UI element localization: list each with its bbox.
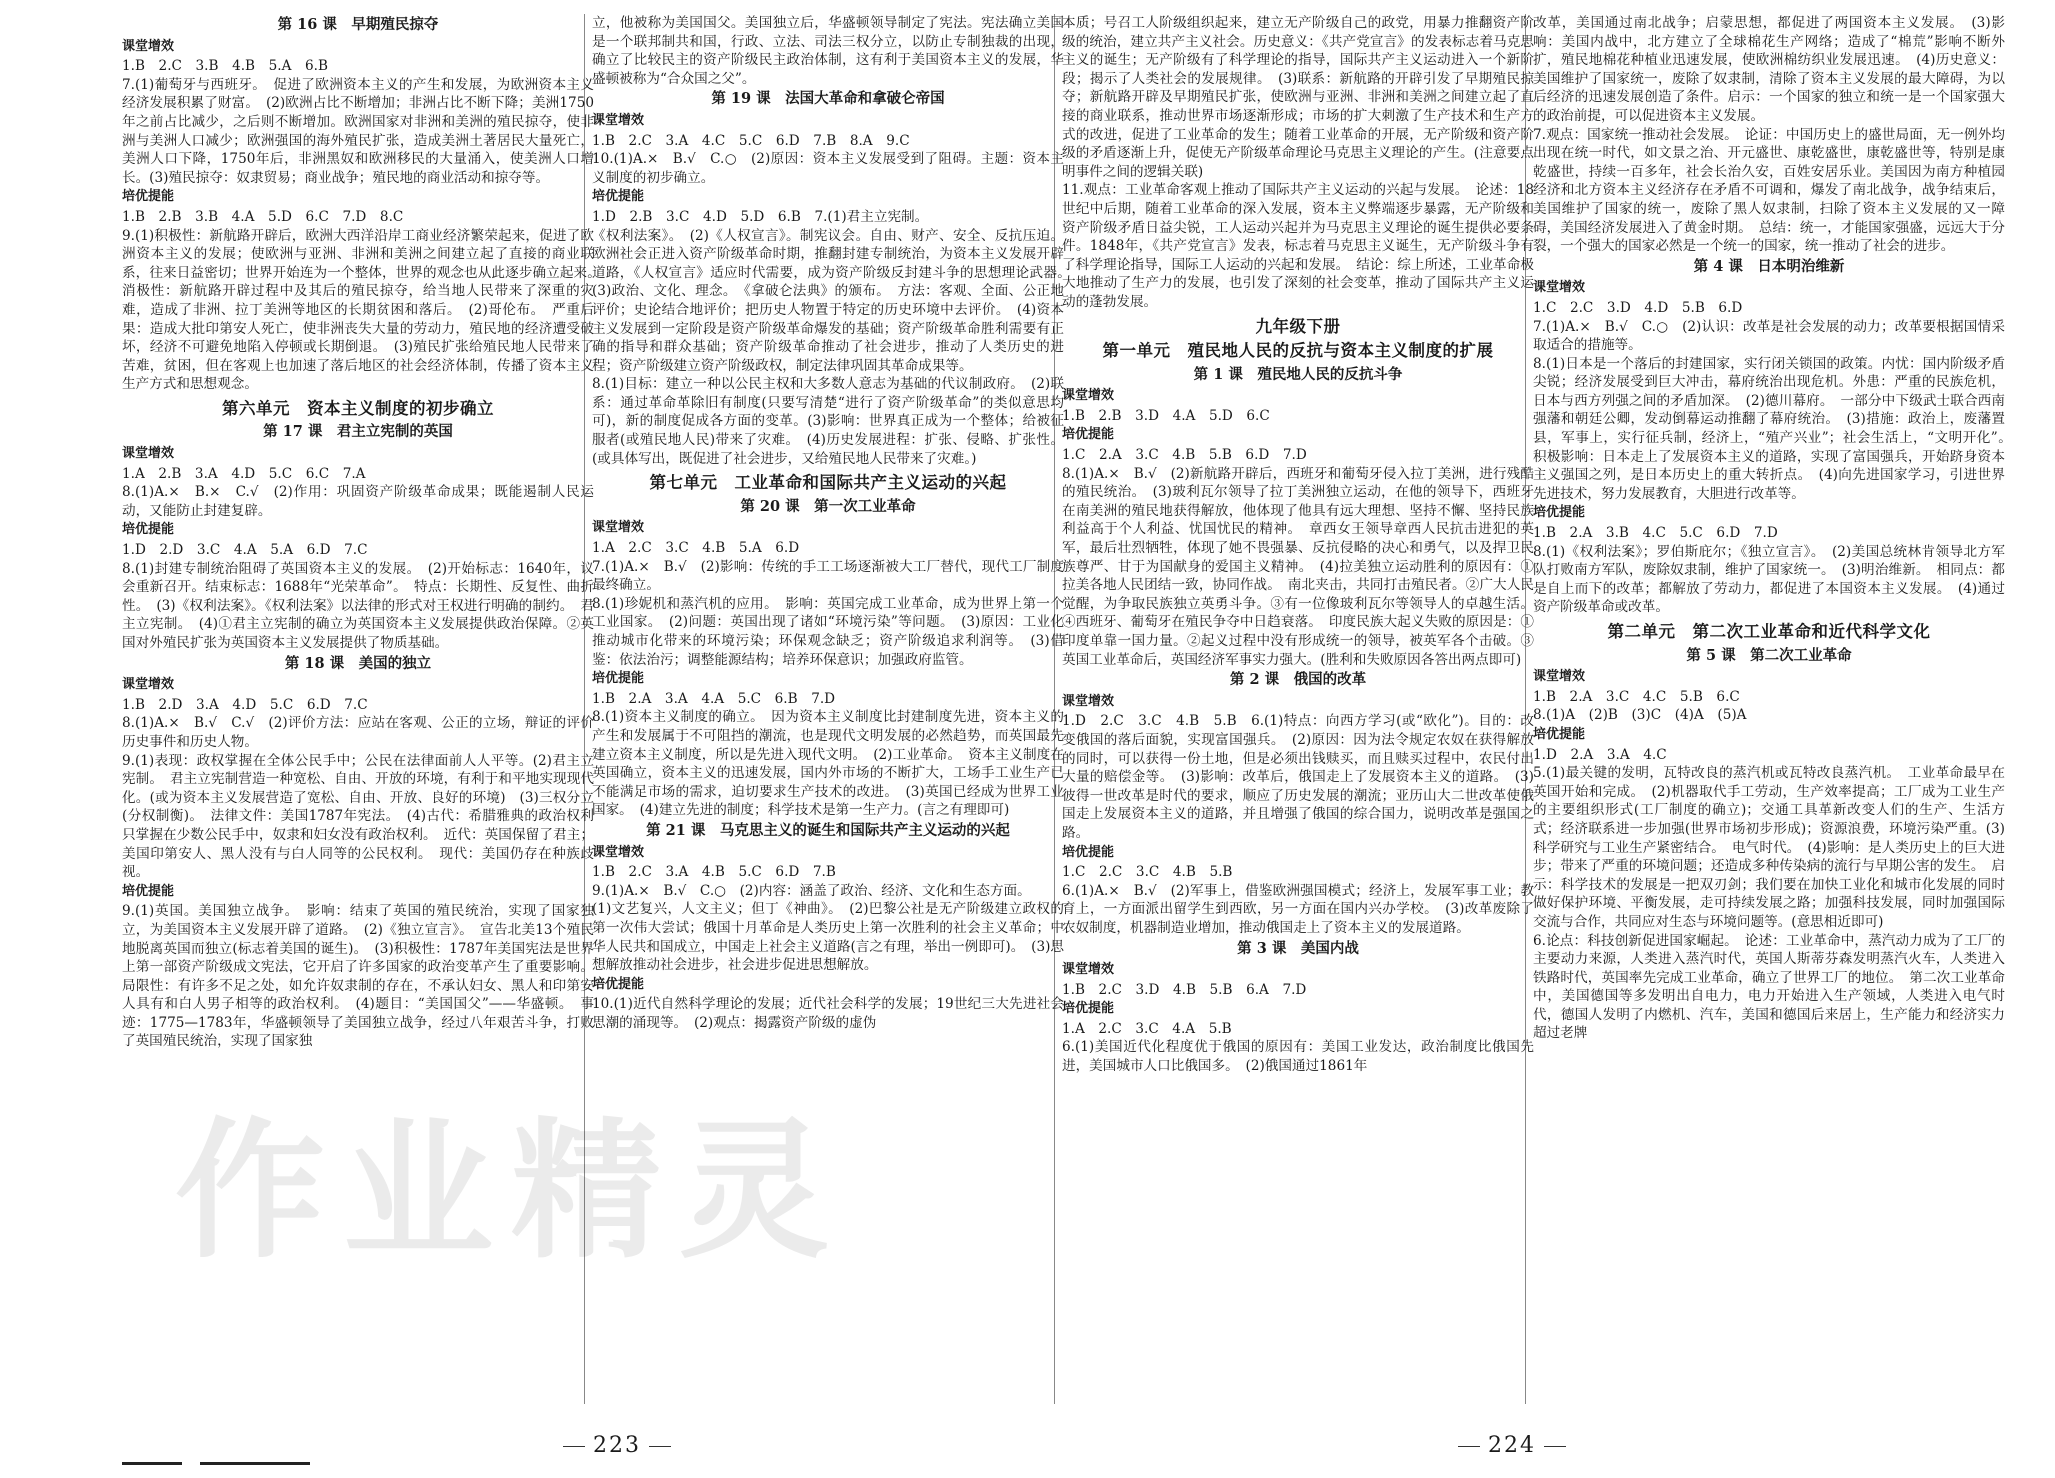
answer-paragraph: 1.B 2.B 3.B 4.A 5.D 6.C 7.D 8.C [122,208,404,225]
lesson-title: 第 20 课 第一次工业革命 [740,497,916,515]
answer-paragraph: 9.(1)A.× B.√ C.○ (2)内容：涵盖了政治、经济、文化和生态方面。 [592,882,1031,899]
unit-title: 第一单元 殖民地人民的反抗与资本主义制度的扩展 [1102,341,1494,361]
unit-title: 第六单元 资本主义制度的初步确立 [222,398,494,418]
answer-paragraph: 本质；号召工人阶级组织起来，建立无产阶级自己的政党，用暴力推翻资产阶级的统治，建立共产主义社会。历史意义：《共产党宣言》的发表标志着马克思主义的诞生；无产阶级有了科学理论的指导，国际共产主义运动进入一个新阶段；揭示了人类社会的发展规律。 (3)联系：新航路的开辟引发了早期殖民掠夺；新航路开辟及早期殖民扩张，使欧洲与亚洲、非洲和美洲之间建立起了直接的商业联系，推动世界市场逐渐形成；市场的扩大刺激了生产技术和生产方式的改进，促进了工业革命的发生；随着工业革命的开展，无产阶级和资产阶级的矛盾逐渐上升，促使无产阶级革命理论马克思主义理论的产生。(注意要点明事件之间的逻辑关联) [1062,15,1534,180]
answer-paragraph: 8.(1)珍妮机和蒸汽机的应用。 影响：英国完成工业革命，成为世界上第一个工业国家。 (2)问题：英国出现了诸如“环境污染”等问题。 (3)原因：工业化推动城市化带来的环境污染；环保观念缺乏；资产阶级追求利润等。 (3)借鉴：依法治污；调整能源结构；培养环保意识；加强政府监管。 [592,595,1064,668]
answer-paragraph: 5.(1)最关键的发明，瓦特改良的蒸汽机或瓦特改良蒸汽机。 工业革命最早在英国开始和完成。 (2)机器取代手工劳动，生产效率提高；工厂成为工业生产的主要组织形式(工厂制度的确立)；交通工具革新改变人们的生产、生活方式；经济联系进一步加强(世界市场初步形成)；资源浪费，环境污染严重。(3)科学研究与工业生产紧密结合。 电气时代。 (4)影响：是人类历史上的巨大进步；带来了严重的环境问题；还造成多种传染病的流行与早期公害的发生。 启示：科学技术的发展是一把双刃剑；我们要在加快工业化和城市化发展的同时做好保护环境、平衡发展，走可持续发展之路；加强科技发展，同时加强国际交流与合作，共同应对生态与环境问题等。(意思相近即可) [1533,765,2005,930]
lesson-title: 第 3 课 美国内战 [1237,939,1359,957]
lesson-title: 第 19 课 法国大革命和拿破仑帝国 [711,90,945,108]
section-label: 培优提能 [1533,726,1586,742]
answer-paragraph: 10.(1)A.× B.√ C.○ (2)原因：资本主义发展受到了阻碍。主题：资本主义制度的初步确立。 [592,151,1064,186]
answer-paragraph: 8.(1)《权利法案》；罗伯斯庇尔；《独立宣言》。 (2)美国总统林肯领导北方军队打败南方军队，废除奴隶制，维护了国家统一。 (3)明治维新。 相同点：都是自上而下的改革；都解放了劳动力，都促进了本国资本主义发展。 (4)通过资产阶级革命或改革。 [1533,543,2005,616]
section-label: 课堂增效 [592,844,645,860]
answer-paragraph: 6.(1)A.× B.√ (2)军事上，借鉴欧洲强国模式；经济上，发展军事工业；教育上，一方面派出留学生到西欧，另一方面在国内兴办学校。 (3)改革废除了农奴制度，机器制造业增加，推动俄国走上了资本主义的发展道路。 [1062,882,1534,936]
answer-column-2 [592,14,1064,1414]
answer-paragraph: 11.观点：工业革命客观上推动了国际共产主义运动的兴起与发展。 论述：18世纪中后期，随着工业革命的深入发展，资本主义弊端逐步暴露，无产阶级和资产阶级矛盾日益尖锐，工人运动兴起并为马克思主义理论的诞生提供必要条件。1848年，《共产党宣言》发表，标志着马克思主义诞生，无产阶级斗争有了科学理论指导，国际工人运动的兴起和发展。 结论：综上所述，工业革命极大地推动了生产力的发展，也引发了深刻的社会变革，推动了国际共产主义运动的蓬勃发展。 [1062,182,1534,310]
answer-paragraph: 8.(1)资本主义制度的确立。 因为资本主义制度比封建制度先进，资本主义的产生和发展属于不可阻挡的潮流，也是现代文明发展的必然趋势，而英国最先建立资本主义制度，所以是先进入现代文明。 (2)工业革命。 资本主义制度在英国确立，资本主义的迅速发展，国内外市场的不断扩大，工场手工业生产已不能满足市场的需求，迫切要求生产技术的改进。 (3)英国已经成为世界工业国家。 (4)建立先进的制度；科学技术是第一生产力。(言之有理即可) [592,709,1064,819]
answer-paragraph: 9.(1)积极性：新航路开辟后，欧洲大西洋沿岸工商业经济繁荣起来，促进了欧洲资本主义的发展；使欧洲与亚洲、非洲和美洲之间建立起了直接的商业联系，往来日益密切；世界开始连为一个整体，世界的观念也从此逐步确立起来。 消极性：新航路开辟过程中及其后的殖民掠夺，给当地人民带来了深重的灾难，造成了非洲、拉丁美洲等地区的长期贫困和落后。 (2)哥伦布。 严重后果：造成大批印第安人死亡，使非洲丧失大量的劳动力，殖民地的经济遭受破坏，经济不可避免地陷入停顿或长期倒退。 (3)殖民扩张给殖民地人民带来了苦难，贫困，但在客观上也加速了落后地区的社会经济体制，传播了资本主义生产方式和思想观念。 [122,227,594,393]
answer-paragraph: 1.B 2.C 3.D 4.B 5.B 6.A 7.D [1062,981,1307,998]
answer-paragraph: 8.(1)封建专制统治阻碍了英国资本主义的发展。 (2)开始标志：1640年，议会重新召开。结束标志：1688年“光荣革命”。 特点：长期性、反复性、曲折性。 (3)《权利法案》。《权利法案》以法律的形式对王权进行明确的制约。 君主立宪制。 (4)①君主立宪制的确立为英国资本主义发展提供政治保障。②英国对外殖民扩张为英国资本主义发展提供了物质基础。 [122,560,594,651]
answer-paragraph: 6.(1)美国近代化程度优于俄国的原因有：美国工业发达，政治制度比俄国先进，美国城市人口比俄国多。 (2)俄国通过1861年 [1062,1039,1534,1075]
answer-paragraph: 改革，美国通过南北战争；启蒙思想，都促进了两国资本主义发展。 (3)影响：美国内战中，北方建立了全球棉花生产网络；造成了“棉荒”影响不断外扩，殖民地棉花种植业迅速发展，使欧洲棉纺织业发展迅速。 (4)历史意义：美国维护了国家统一，废除了奴隶制，清除了资本主义发展的最大障碍，为以后经济的迅速发展创造了条件。启示：一个国家的独立和统一是一个国家强大的政治前提，可以促进资本主义发展。 [1533,15,2005,124]
footer-rule [200,1462,310,1465]
lesson-title: 第 16 课 早期殖民掠夺 [277,16,439,33]
section-label: 课堂增效 [1062,962,1115,978]
answer-paragraph: 8.(1)A.× B.× C.√ (2)作用：巩固资产阶级革命成果；既能遏制人民运动，又能防止封建复辟。 [122,484,594,519]
answer-paragraph: 1.A 2.C 3.C 4.A 5.B [1062,1020,1232,1037]
answer-paragraph: 1.B 2.C 3.A 4.C 5.C 6.D 7.B 8.A 9.C [592,132,910,149]
section-label: 培优提能 [122,883,175,899]
section-label: 课堂增效 [592,112,645,128]
answer-paragraph: 《权利法案》。 (2)《人权宣言》。制宪议会。自由、财产、安全、反抗压迫。欧洲社会正进入资产阶级革命时期，推翻封建专制统治，为资本主义发展开辟道路，《人权宣言》适应时代需要，成为资产阶级反封建斗争的思想理论武器。 (3)政治、文化、理念。 《拿破仑法典》的颁布。 方法：客观、全面、公正地评价；史论结合地评价；把历史人物置于特定的历史环境中去评价。 (4)资本主义发展到一定阶段是资产阶级革命爆发的基础；资产阶级革命胜利需要有正确的指导和群众基础；资产阶级革命推动了社会进步，推动了人类历史的进程；资产阶级建立资产阶级政权，制定法律巩固其革命成果等。 [592,227,1064,374]
unit-title: 第二单元 第二次工业革命和近代科学文化 [1607,622,1931,641]
answer-column-3 [1062,14,1534,1414]
lesson-title: 第 5 课 第二次工业革命 [1686,646,1852,664]
watermark-stamp: 作业精灵 [175,1105,848,1279]
answer-paragraph: 1.B 2.C 3.B 4.B 5.A 6.B [122,58,328,75]
lesson-title: 第 21 课 马克思主义的诞生和国际共产主义运动的兴起 [646,821,1010,839]
section-label: 培优提能 [1533,505,1586,521]
section-label: 课堂增效 [1533,280,1586,296]
answer-paragraph: (1)文艺复兴，人文主义；但丁《神曲》。 (2)巴黎公社是无产阶级建立政权的第一次伟大尝试；俄国十月革命是人类历史上第一次胜利的社会主义革命；中华人民共和国成立，中国走上社会主义道路(言之有理，举出一例即可)。 (3)思想解放推动社会进步，社会进步促进思想解放。 [592,901,1064,974]
answer-paragraph: 7.(1)A.× B.√ (2)影响：传统的手工工场逐渐被大工厂替代，现代工厂制度最终确立。 [592,558,1064,594]
section-label: 课堂增效 [1062,388,1115,404]
section-label: 培优提能 [592,189,645,205]
section-label: 培优提能 [1062,427,1115,443]
section-label: 课堂增效 [592,520,645,536]
answer-paragraph: 7.观点：国家统一推动社会发展。 论证：中国历史上的盛世局面，无一例外均出现在统一时代，如文景之治、开元盛世、康乾盛世，康乾盛世等，特别是康乾盛世，持续一百多年，社会长治久安，百姓安居乐业。美国因为南方种植园经济和北方资本主义经济存在矛盾不可调和，爆发了南北战争，战争结束后，美国维护了国家的统一，废除了黑人奴隶制，扫除了资本主义发展的又一障碍，美国经济发展进入了黄金时期。 总结：统一，才能国家强盛，远远大于分裂，一个强大的国家必然是一个统一的国家，统一推动了社会的进步。 [1533,126,2005,255]
answer-paragraph: 1.D 2.A 3.A 4.C [1533,746,1667,763]
section-label: 培优提能 [1062,1001,1115,1017]
section-label: 培优提能 [122,189,175,205]
page-number-right: 224 [1450,1433,1574,1458]
unit-title: 第七单元 工业革命和国际共产主义运动的兴起 [649,473,1007,493]
answer-paragraph: 1.B 2.A 3.B 4.C 5.C 6.D 7.D [1533,525,1778,542]
answer-paragraph: 1.C 2.A 3.C 4.B 5.B 6.D 7.D [1062,447,1307,464]
lesson-title: 第 1 课 殖民地人民的反抗斗争 [1193,365,1403,383]
answer-column-4 [1533,14,2005,1414]
section-label: 课堂增效 [122,446,175,462]
answer-paragraph: 6.论点：科技创新促进国家崛起。 论述：工业革命中，蒸汽动力成为了工厂的主要动力来源，人类进入蒸汽时代，英国人斯蒂芬森发明蒸汽火车，人类进入铁路时代，英国率先完成工业革命，确立了世界工厂的地位。 第二次工业革命中，美国德国等多发明出自电力，电力开始进入生产领域，人类进入电气时代，德国人发明了内燃机、汽车，美国和德国后来居上，生产能力和经济实力超过老牌 [1533,932,2005,1042]
answer-paragraph: 1.A 2.B 3.A 4.D 5.C 6.C 7.A [122,465,366,482]
answer-column-1 [122,14,594,1414]
footer-rule [122,1462,182,1465]
section-label: 课堂增效 [1533,669,1586,685]
answer-paragraph: 1.A 2.C 3.C 4.B 5.A 6.D [592,540,800,557]
answer-paragraph: 1.C 2.C 3.C 4.B 5.B [1062,864,1233,881]
section-label: 课堂增效 [122,677,175,693]
section-label: 培优提能 [592,976,645,992]
lesson-title: 第 17 课 君主立宪制的英国 [263,423,453,441]
answer-paragraph: 8.(1)A (2)B (3)C (4)A (5)A [1533,707,1747,724]
section-label: 课堂增效 [122,38,175,54]
answer-paragraph: 1.B 2.B 3.D 4.A 5.D 6.C [1062,407,1270,424]
lesson-title: 第 18 课 美国的独立 [284,654,432,672]
answer-paragraph: 8.(1)日本是一个落后的封建国家，实行闭关锁国的政策。内忧：国内阶级矛盾尖锐；经济发展受到巨大冲击，幕府统治出现危机。外患：严重的民族危机，日本与西方列强之间的矛盾加深。 (2)德川幕府。 一部分中下级武士联合西南强藩和朝廷公卿，发动倒幕运动推翻了幕府统治。 (3)措施：政治上，废藩置县，军事上，实行征兵制，经济上，“殖产兴业”；社会生活上，“文明开化”。 积极影响：日本走上了发展资本主义的道路，实现了富国强兵，开始跻身资本主义强国之列，是日本历史上的重大转折点。 (4)向先进国家学习，引进世界先进技术，努力发展教育，大胆进行改革等。 [1533,355,2005,502]
answer-paragraph: 1.B 2.A 3.A 4.A 5.C 6.B 7.D [592,690,836,707]
page-number-left: 223 [555,1433,679,1458]
answer-paragraph: 1.D 2.B 3.C 4.D 5.D 6.B 7.(1)君主立宪制。 [592,208,929,225]
answer-paragraph: 8.(1)A.× B.√ (2)新航路开辟后，西班牙和葡萄牙侵入拉丁美洲，进行残酷的殖民统治。 (3)玻利瓦尔领导了拉丁美洲独立运动，在他的领导下，西班牙在南美洲的殖民地获得解放，他体现了他具有远大理想、坚持不懈、坚持民族利益高于个人利益、忧国忧民的精神。 章西女王领导章西人民抗击进犯的英军，最后壮烈牺牲，体现了她不畏强暴、反抗侵略的决心和勇气，以及捍卫民族尊严、甘于为国献身的爱国主义精神。 (4)拉美独立运动胜利的原因有：①拉美各地人民团结一致，协同作战。 南北夹击，共同打击殖民者。②广大人民觉醒，为争取民族独立英勇斗争。③有一位像玻利瓦尔等领导人的卓越生活。④西班牙、葡萄牙在殖民争夺中日趋衰落。 印度民族大起义失败的原因是：①印度单靠一国力量。②起义过程中没有形成统一的领导，被英军各个击破。③英国工业革命后，英国经济军事实力强大。(胜利和失败原因各答出两点即可) [1062,465,1534,668]
lesson-title: 第 4 课 日本明治维新 [1693,257,1845,275]
answer-paragraph: 7.(1)葡萄牙与西班牙。 促进了欧洲资本主义的产生和发展，为欧洲资本主义经济发展积累了财富。 (2)欧洲占比不断增加；非洲占比不断下降；美洲1750年之前占比减少，之后则不断增加。欧洲国家对非洲和美洲的殖民掠夺，使非洲与美洲人口减少；欧洲强国的海外殖民扩张，造成美洲土著居民大量死亡，美洲人口下降，1750年后，非洲黑奴和欧洲移民的大量涌入，使美洲人口增长。(3)殖民掠夺：奴隶贸易；商业战争；殖民地的商业活动和掠夺等。 [122,76,594,186]
answer-paragraph: 1.B 2.D 3.A 4.D 5.C 6.D 7.C [122,696,368,713]
answer-paragraph: 1.C 2.C 3.D 4.D 5.B 6.D [1533,299,1743,316]
answer-paragraph: 1.D 2.D 3.C 4.A 5.A 6.D 7.C [122,542,368,559]
answer-paragraph: 立，他被称为美国国父。美国独立后，华盛顿领导制定了宪法。宪法确立美国是一个联邦制共和国，行政、立法、司法三权分立，以防止专制独裁的出现，确立了比较民主的资产阶级民主政治体制，这有利于美国资本主义的发展，华盛顿被称为“合众国之父”。 [592,15,1064,87]
section-label: 培优提能 [592,671,645,687]
unit-title: 九年级下册 [1255,316,1341,336]
section-label: 培优提能 [122,522,175,538]
answer-paragraph: 9.(1)英国。美国独立战争。 影响：结束了英国的殖民统治，实现了国家独立，为美国资本主义发展开辟了道路。 (2)《独立宣言》。 宣告北美13个殖民地脱离英国而独立(标志着美国的诞生)。 (3)积极性：1787年美国宪法是世界上第一部资产阶级成文宪法，它开启了许多国家的政治变革产生了重要影响。局限性：有许多不足之处，如允许奴隶制的存在，不承认妇女、黑人和印第安人具有和白人男子相等的政治权利。 (4)题目：“美国国父”——华盛顿。 事迹：1775—1783年，华盛顿领导了美国独立战争，经过八年艰苦斗争，打败了英国殖民统治，实现了国家独 [122,903,594,1050]
answer-paragraph: 7.(1)A.× B.√ C.○ (2)认识：改革是社会发展的动力；改革要根据国情采取适合的措施等。 [1533,318,2005,354]
answer-paragraph: 9.(1)表现：政权掌握在全体公民手中；公民在法律面前人人平等。(2)君主立宪制。 君主立宪制营造一种宽松、自由、开放的环境，有利于和平地实现现代化。(或为资本主义发展营造了宽松、自由、开放、良好的环境) (3)三权分立(分权制衡)。 法律文件：美国1787年宪法。 (4)古代：希腊雅典的政治权利只掌握在少数公民手中，奴隶和妇女没有政治权利。 近代：英国保留了君主；美国印第安人、黑人没有与白人同等的公民权利。 现代：美国仍存在种族歧视。 [122,752,594,881]
section-label: 课堂增效 [1062,693,1115,709]
answer-paragraph: 8.(1)A.× B.√ C.√ (2)评价方法：应站在客观、公正的立场，辩证的评价历史事件和历史人物。 [122,715,594,750]
answer-paragraph: 1.B 2.C 3.A 4.B 5.C 6.D 7.B [592,864,836,881]
answer-paragraph: 10.(1)近代自然科学理论的发展；近代社会科学的发展；19世纪三大先进社会思潮的涌现等。 (2)观点：揭露资产阶级的虚伪 [592,996,1064,1031]
lesson-title: 第 2 课 俄国的改革 [1229,671,1367,689]
answer-paragraph: 1.D 2.C 3.C 4.B 5.B 6.(1)特点：向西方学习(或“欧化”)。目的：改变俄国的落后面貌，实现富国强兵。 (2)原因：因为法令规定农奴在获得解放的同时，可以获得一份土地，但是必须出钱赎买，而且赎买过程中，农民付出大量的赔偿金等。 (3)影响：改革后，俄国走上了发展资本主义的道路。 (3)彼得一世改革是时代的要求，顺应了历史发展的潮流；亚历山大二世改革使俄国走上发展资本主义的道路，并且增强了俄国的综合国力，说明改革是强国之路。 [1062,713,1534,841]
answer-paragraph: 8.(1)目标：建立一种以公民主权和大多数人意志为基础的代议制政府。 (2)联系：通过革命革除旧有制度(只要写清楚“进行了资产阶级革命”的类似意思均可)，新的制度促成各方面的变革。(3)影响：世界真正成为一个整体；给被征服者(或殖民地人民)带来了灾难。 (4)历史发展进程：扩张、侵略、扩张性。(或具体写出，既促进了社会进步，又给殖民地人民带来了灾难。) [592,376,1064,467]
answer-paragraph: 1.B 2.A 3.C 4.C 5.B 6.C [1533,688,1740,705]
section-label: 培优提能 [1062,844,1115,860]
